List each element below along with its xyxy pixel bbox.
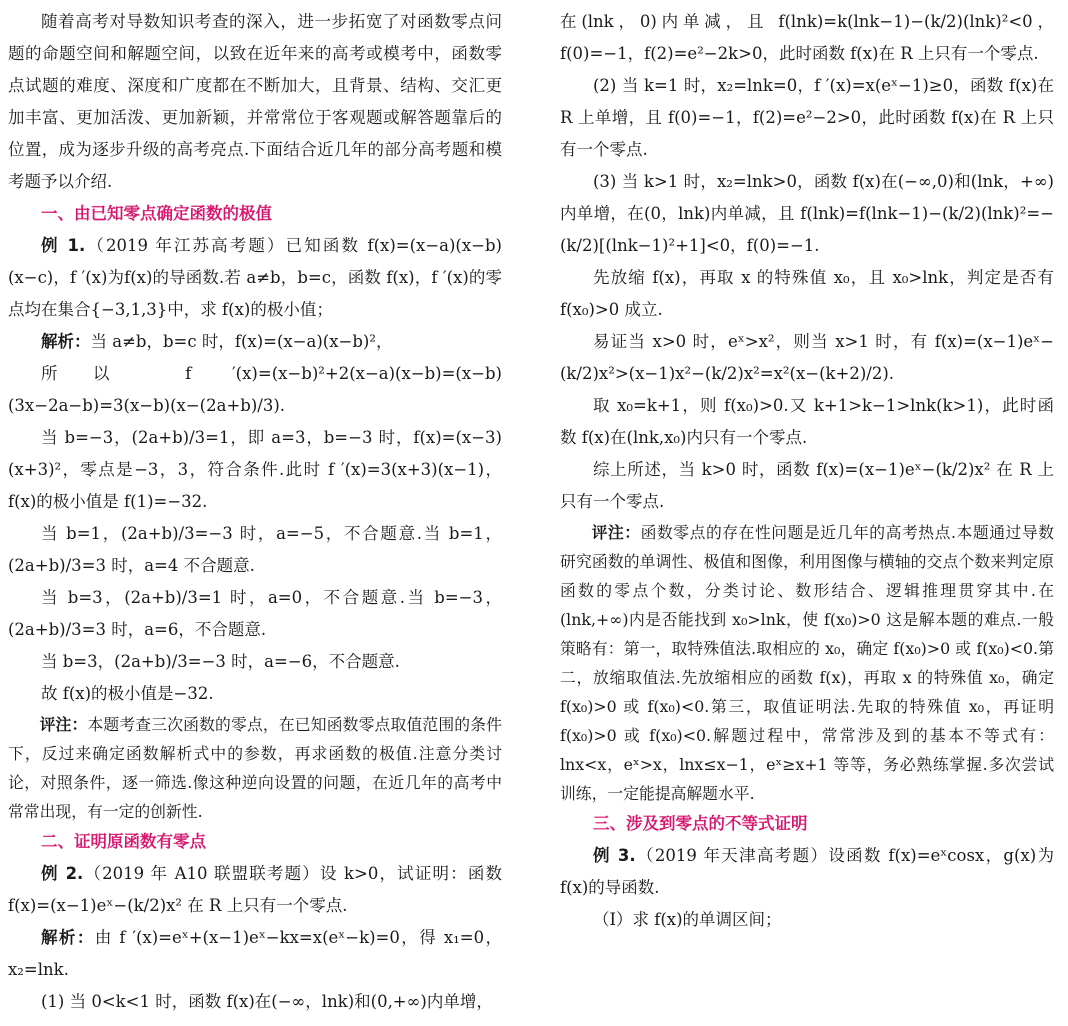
paragraph-text: 先放缩 f(x)，再取 x 的特殊值 x₀，且 x₀>lnk，判定是否有 f(x₀)>0 成立. <box>560 268 1054 319</box>
comment-paragraph <box>8 710 502 826</box>
body-paragraph <box>560 904 1054 936</box>
body-paragraph <box>560 840 1054 904</box>
body-paragraph <box>8 358 502 422</box>
right-column <box>560 6 1054 936</box>
paragraph-text: 取 x₀=k+1，则 f(x₀)>0.又 k+1>k−1>lnk(k>1)，此时函数 f(x)在(lnk,x₀)内只有一个零点. <box>560 396 1054 447</box>
body-paragraph <box>8 230 502 326</box>
body-paragraph <box>8 986 502 1018</box>
paragraph-text: 随着高考对导数知识考查的深入，进一步拓宽了对函数零点问题的命题空间和解题空间，以致在近年来的高考或模考中，函数零点试题的难度、深度和广度都在不断加大，且背景、结构、交汇更加丰富、更加活泼、更加新颖，并常常位于客观题或解答题靠后的位置，成为逐步升级的高考亮点.下面结合近几年的部分高考题和模考题予以介绍. <box>8 12 502 191</box>
paragraph-text: 本题考查三次函数的零点，在已知函数零点取值范围的条件下，反过来确定函数解析式中的参数，再求函数的极值.注意分类讨论，对照条件，逐一筛选.像这种逆向设置的问题，在近几年的高考中常常出现，有一定的创新性. <box>8 715 502 821</box>
body-paragraph <box>8 858 502 922</box>
paragraph-text: 综上所述，当 k>0 时，函数 f(x)=(x−1)eˣ−(k/2)x² 在 R 上只有一个零点. <box>560 460 1054 511</box>
body-paragraph <box>560 326 1054 390</box>
section-heading: 一、由已知零点确定函数的极值 <box>41 204 272 223</box>
paragraph-text: 当 b=3，(2a+b)/3=1 时，a=0，不合题意.当 b=−3，(2a+b)/3=3 时，a=6，不合题意. <box>8 588 502 639</box>
body-paragraph <box>8 422 502 518</box>
paragraph-text: 当 b=−3，(2a+b)/3=1，即 a=3，b=−3 时，f(x)=(x−3)(x+3)²，零点是−3，3，符合条件.此时 f ′(x)=3(x+3)(x−1)，f(x)的极小值是 f(1)=−32. <box>8 428 502 511</box>
body-paragraph <box>8 922 502 986</box>
body-paragraph <box>8 678 502 710</box>
body-paragraph <box>560 166 1054 262</box>
paragraph-text: 函数零点的存在性问题是近几年的高考热点.本题通过导数研究函数的单调性、极值和图像，利用图像与横轴的交点个数来判定原函数的零点个数，分类讨论、数形结合、逻辑推理贯穿其中.在(lnk,+∞)内是否能找到 x₀>lnk，使 f(x₀)>0 这是解本题的难点.一般策略有：第一，取特殊值法.取相应的 x₀，确定 f(x₀)>0 或 f(x₀)<0.第二，放缩取值法.先放缩相应的函数 f(x)，再取 x 的特殊值 x₀，确定 f(x₀)>0 或 f(x₀)<0.第三，取值证明法.先取的特殊值 x₀，再证明 f(x₀)>0 或 f(x₀)<0.解题过程中，常常涉及到的基本不等式有：lnx<x，eˣ>x，lnx≤x−1，eˣ≥x+1 等等，务必熟练掌握.多次尝试训练，一定能提高解题水平. <box>560 523 1054 803</box>
paragraph-text: 所以 f ′(x)=(x−b)²+2(x−a)(x−b)=(x−b)(3x−2a−b)=3(x−b)(x−(2a+b)/3). <box>8 364 502 415</box>
paragraph-text: （Ⅰ）求 f(x)的单调区间； <box>593 910 782 929</box>
paragraph-text: 在(lnk，0)内单减，且 f(lnk)=k(lnk−1)−(k/2)(lnk)²<0，f(0)=−1，f(2)=e²−2k>0，此时函数 f(x)在 R 上只有一个零点. <box>560 12 1054 63</box>
paragraph-label: 解析： <box>41 928 95 947</box>
paragraph-label: 解析： <box>41 332 91 351</box>
paragraph-text: 当 a≠b，b=c 时，f(x)=(x−a)(x−b)²， <box>90 332 393 351</box>
paragraph-label: 评注： <box>591 523 641 542</box>
paragraph-text: （2019 年 A10 联盟联考题）设 k>0，试证明：函数 f(x)=(x−1)eˣ−(k/2)x² 在 R 上只有一个零点. <box>8 864 502 915</box>
paragraph-label: 例 1. <box>41 236 86 255</box>
paragraph-text: （2019 年江苏高考题）已知函数 f(x)=(x−a)(x−b)(x−c)，f ′(x)为f(x)的导函数.若 a≠b，b=c，函数 f(x)，f ′(x)的零点均在集合{−3,1,3}中，求 f(x)的极小值； <box>8 236 502 319</box>
body-paragraph <box>8 646 502 678</box>
paragraph-text: 故 f(x)的极小值是−32. <box>41 684 214 703</box>
paragraph-text: 易证当 x>0 时，eˣ>x²，则当 x>1 时，有 f(x)=(x−1)eˣ−(k/2)x²>(x−1)x²−(k/2)x²=x²(x−(k+2)/2). <box>560 332 1054 383</box>
comment-paragraph <box>560 518 1054 808</box>
body-paragraph <box>8 582 502 646</box>
body-paragraph <box>560 6 1054 70</box>
paragraph-label: 例 3. <box>593 846 636 865</box>
body-paragraph <box>560 262 1054 326</box>
body-paragraph <box>8 326 502 358</box>
paragraph-text: (1) 当 0<k<1 时，函数 f(x)在(−∞，lnk)和(0,+∞)内单增， <box>41 992 493 1011</box>
body-paragraph <box>8 518 502 582</box>
body-paragraph <box>560 454 1054 518</box>
paragraph-text: 当 b=3，(2a+b)/3=−3 时，a=−6，不合题意. <box>41 652 400 671</box>
paragraph-text: 当 b=1，(2a+b)/3=−3 时，a=−5，不合题意.当 b=1，(2a+b)/3=3 时，a=4 不合题意. <box>8 524 502 575</box>
paragraph-text: （2019 年天津高考题）设函数 f(x)=eˣcosx，g(x)为 f(x)的导函数. <box>560 846 1055 897</box>
section-heading: 二、证明原函数有零点 <box>41 832 206 851</box>
paragraph-label: 例 2. <box>41 864 84 883</box>
paragraph-text: 由 f ′(x)=eˣ+(x−1)eˣ−kx=x(eˣ−k)=0，得 x₁=0，x₂=lnk. <box>8 928 503 979</box>
paragraph-text: (2) 当 k=1 时，x₂=lnk=0，f ′(x)=x(eˣ−1)≥0，函数 f(x)在 R 上单增，且 f(0)=−1，f(2)=e²−2>0，此时函数 f(x)在 R 上只有一个零点. <box>560 76 1054 159</box>
paragraph-label: 评注： <box>39 715 88 734</box>
left-column <box>8 6 502 1018</box>
body-paragraph <box>8 6 502 198</box>
paragraph-text: (3) 当 k>1 时，x₂=lnk>0，函数 f(x)在(−∞,0)和(lnk，+∞)内单增，在(0，lnk)内单减，且 f(lnk)=f(lnk−1)−(k/2)(lnk)²=−(k/2)[(lnk−1)²+1]<0，f(0)=−1. <box>560 172 1054 255</box>
body-paragraph <box>560 390 1054 454</box>
section-heading: 三、涉及到零点的不等式证明 <box>593 814 808 833</box>
body-paragraph <box>560 70 1054 166</box>
